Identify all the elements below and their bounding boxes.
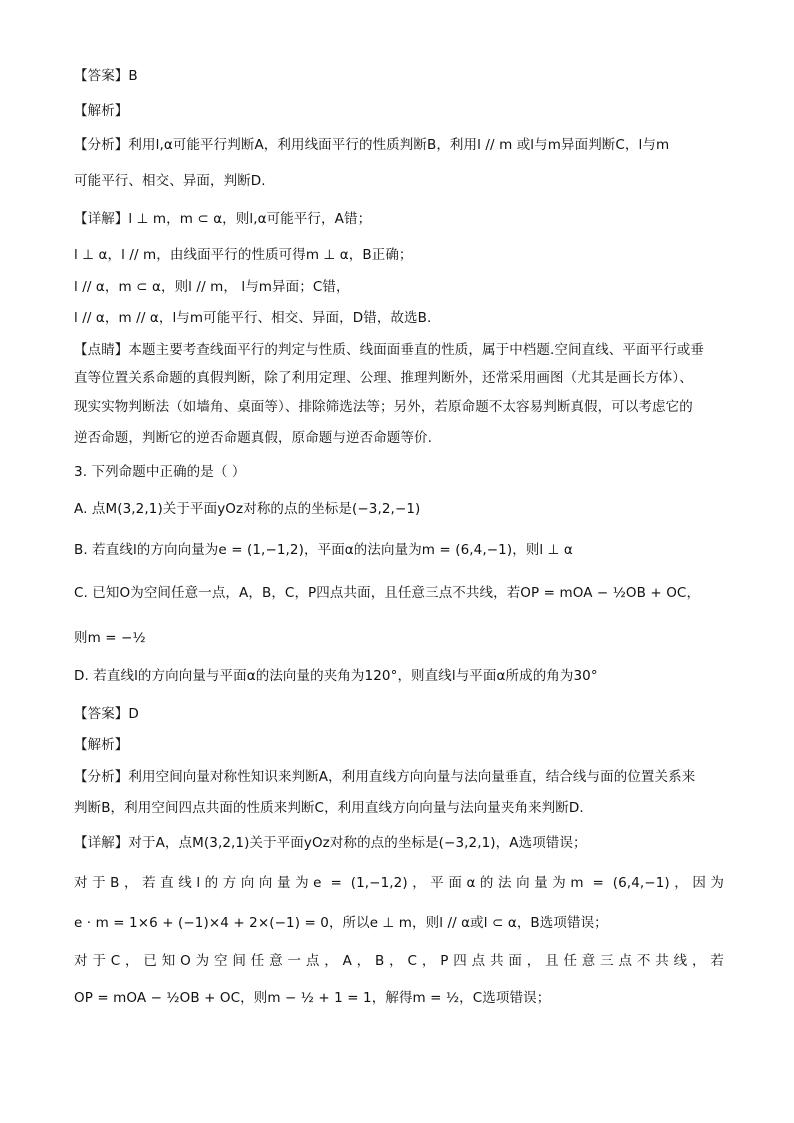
text-line-xiangjie-1b: l ⊥ α，l // m，由线面平行的性质可得m ⊥ α，B正确； (74, 247, 413, 263)
text-line-xiangjie-2d: 对于C，已知O为空间任意一点，A，B，C，P四点共面，且任意三点不共线，若 (74, 953, 724, 969)
text-line-analysis-1: 【解析】 (74, 103, 129, 119)
text-line-q3-a: A. 点M(3,2,1)关于平面yOz对称的点的坐标是(−3,2,−1) (74, 501, 421, 517)
text-line-xiangjie-2: 【详解】对于A，点M(3,2,1)关于平面yOz对称的点的坐标是(−3,2,1)，A选项错误； (74, 835, 587, 851)
text-line-xiangjie-2e: OP = mOA − ½OB + OC，则m − ½ + 1 = 1，解得m = ½，C选项错误； (74, 990, 551, 1006)
text-line-dianjing-1: 【点睛】本题主要考查线面平行的判定与性质、线面面垂直的性质，属于中档题.空间直线、平面平行或垂 (74, 342, 704, 358)
text-line-fenxi-1b: 可能平行、相交、异面，判断D. (74, 173, 266, 189)
text-line-q3-d: D. 若直线l的方向向量与平面α的法向量的夹角为120°，则直线l与平面α所成的角为30° (74, 668, 598, 684)
text-line-q3-c: C. 已知O为空间任意一点，A，B，C，P四点共面，且任意三点不共线，若OP = mOA − ½OB + OC， (74, 585, 701, 601)
text-line-answer-2: 【答案】D (74, 706, 139, 722)
text-line-xiangjie-1: 【详解】l ⊥ m，m ⊂ α，则l,α可能平行，A错； (74, 211, 372, 227)
text-line-q3-c2: 则m = −½ (74, 630, 146, 646)
text-line-xiangjie-1d: l // α，m // α，l与m可能平行、相交、异面，D错，故选B. (74, 310, 432, 326)
text-line-dianjing-1c: 现实实物判断法（如墙角、桌面等）、排除筛选法等；另外，若原命题不太容易判断真假，可以考虑它的 (74, 399, 693, 415)
text-line-dianjing-1b: 直等位置关系命题的真假判断，除了利用定理、公理、推理判断外，还常采用画图（尤其是画长方体）、 (74, 370, 693, 386)
text-line-dianjing-1d: 逆否命题，判断它的逆否命题真假，原命题与逆否命题等价. (74, 430, 432, 446)
text-line-xiangjie-1c: l // α，m ⊂ α，则l // m， l与m异面；C错， (74, 279, 350, 295)
text-line-fenxi-1: 【分析】利用l,α可能平行判断A，利用线面平行的性质判断B，利用l // m 或l与m异面判断C，l与m (74, 137, 670, 153)
text-line-fenxi-2b: 判断B，利用空间四点共面的性质来判断C，利用直线方向向量与法向量夹角来判断D. (74, 800, 584, 816)
text-line-analysis-2: 【解析】 (74, 737, 129, 753)
text-line-q3: 3. 下列命题中正确的是（ ） (74, 464, 246, 480)
text-line-q3-b: B. 若直线l的方向向量为e = (1,−1,2)，平面α的法向量为m = (6,4,−1)，则l ⊥ α (74, 542, 573, 558)
text-line-xiangjie-2b: 对于B，若直线l的方向向量为e = (1,−1,2)，平面α的法向量为m = (6,4,−1)，因为 (74, 875, 724, 891)
text-line-fenxi-2: 【分析】利用空间向量对称性知识来判断A，利用直线方向向量与法向量垂直，结合线与面的位置关系来 (74, 769, 696, 785)
text-line-xiangjie-2c: e · m = 1×6 + (−1)×4 + 2×(−1) = 0，所以e ⊥ m，则l // α或l ⊂ α，B选项错误； (74, 915, 608, 931)
text-line-answer-1: 【答案】B (74, 68, 138, 84)
